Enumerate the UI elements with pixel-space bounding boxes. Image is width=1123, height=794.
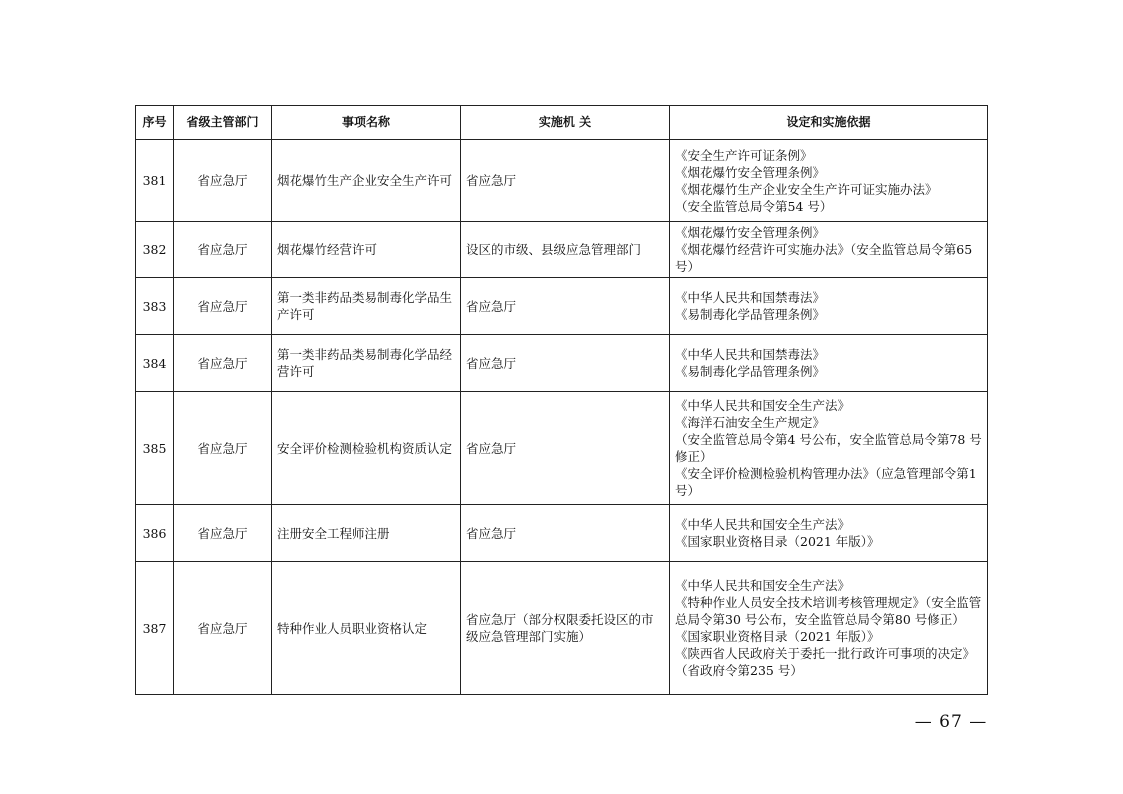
header-implementing-org: 实施机 关 (461, 106, 670, 140)
row-number: 383 (136, 278, 174, 335)
row-department: 省应急厅 (174, 140, 272, 222)
permit-items-table (135, 105, 988, 695)
table-row (136, 222, 988, 278)
row-department: 省应急厅 (174, 222, 272, 278)
row-implementing-org: 省应急厅 (461, 140, 670, 222)
row-department: 省应急厅 (174, 505, 272, 562)
legal-basis-line: 《海洋石油安全生产规定》 (675, 415, 826, 430)
row-department: 省应急厅 (174, 278, 272, 335)
legal-basis-line: 《陕西省人民政府关于委托一批行政许可事项的决定》（省政府令第235 号） (675, 646, 976, 678)
legal-basis-line: 《烟花爆竹安全管理条例》 (675, 164, 826, 180)
legal-basis-line: 《中华人民共和国安全生产法》 (675, 517, 851, 532)
table-row (136, 392, 988, 505)
row-number: 382 (136, 222, 174, 278)
legal-basis-line: （安全监管总局令第4 号公布，安全监管总局令第78 号修正） (675, 432, 982, 464)
legal-basis-line: 《烟花爆竹经营许可实施办法》（安全监管总局令第65 号） (675, 242, 973, 274)
row-implementing-org: 省应急厅（部分权限委托设区的市级应急管理部门实施） (461, 562, 670, 695)
header-number: 序号 (136, 106, 174, 140)
legal-basis-line: 《易制毒化学品管理条例》 (675, 307, 826, 322)
legal-basis-line: 《烟花爆竹生产企业安全生产许可证实施办法》 (675, 181, 938, 197)
row-item-name: 第一类非药品类易制毒化学品经营许可 (272, 335, 461, 392)
row-number: 384 (136, 335, 174, 392)
legal-basis-line: 《特种作业人员安全技术培训考核管理规定》（安全监管总局令第30 号公布，安全监管总局令第80 号修正） (675, 595, 982, 627)
row-number: 387 (136, 562, 174, 695)
legal-basis-line: 《安全生产许可证条例》 (675, 147, 813, 163)
row-item-name: 烟花爆竹经营许可 (272, 222, 461, 278)
row-implementing-org: 省应急厅 (461, 392, 670, 505)
legal-basis-line: 《烟花爆竹安全管理条例》 (675, 225, 826, 240)
row-item-name: 特种作业人员职业资格认定 (272, 562, 461, 695)
row-legal-basis (670, 140, 988, 222)
table-row (136, 278, 988, 335)
legal-basis-line: 《中华人民共和国安全生产法》 (675, 578, 851, 593)
header-department: 省级主管部门 (174, 106, 272, 140)
row-item-name: 安全评价检测检验机构资质认定 (272, 392, 461, 505)
row-implementing-org: 设区的市级、县级应急管理部门 (461, 222, 670, 278)
row-department: 省应急厅 (174, 392, 272, 505)
row-implementing-org: 省应急厅 (461, 278, 670, 335)
legal-basis-line: 《中华人民共和国禁毒法》 (675, 290, 826, 305)
legal-basis-line: 《易制毒化学品管理条例》 (675, 364, 826, 379)
row-legal-basis (670, 562, 988, 695)
page-number: — 67 — (914, 712, 988, 732)
header-legal-basis: 设定和实施依据 (670, 106, 988, 140)
row-legal-basis (670, 278, 988, 335)
legal-basis-line: 《国家职业资格目录（2021 年版）》 (675, 629, 880, 644)
row-department: 省应急厅 (174, 335, 272, 392)
row-department: 省应急厅 (174, 562, 272, 695)
row-legal-basis (670, 392, 988, 505)
legal-basis-line: （安全监管总局令第54 号） (675, 198, 833, 214)
legal-basis-line: 《中华人民共和国禁毒法》 (675, 347, 826, 362)
table-body (136, 140, 988, 695)
row-number: 385 (136, 392, 174, 505)
table-header-row (136, 106, 988, 140)
row-item-name: 第一类非药品类易制毒化学品生产许可 (272, 278, 461, 335)
row-implementing-org: 省应急厅 (461, 505, 670, 562)
row-item-name: 注册安全工程师注册 (272, 505, 461, 562)
legal-basis-line: 《国家职业资格目录（2021 年版）》 (675, 534, 880, 549)
row-legal-basis (670, 505, 988, 562)
row-legal-basis (670, 222, 988, 278)
table-row (136, 562, 988, 695)
row-legal-basis (670, 335, 988, 392)
table-row (136, 335, 988, 392)
legal-basis-line: 《安全评价检测检验机构管理办法》（应急管理部令第1 号） (675, 466, 977, 498)
table-row (136, 505, 988, 562)
row-number: 386 (136, 505, 174, 562)
row-number: 381 (136, 140, 174, 222)
header-item-name: 事项名称 (272, 106, 461, 140)
row-implementing-org: 省应急厅 (461, 335, 670, 392)
table-row (136, 140, 988, 222)
row-item-name: 烟花爆竹生产企业安全生产许可 (272, 140, 461, 222)
legal-basis-line: 《中华人民共和国安全生产法》 (675, 398, 851, 413)
